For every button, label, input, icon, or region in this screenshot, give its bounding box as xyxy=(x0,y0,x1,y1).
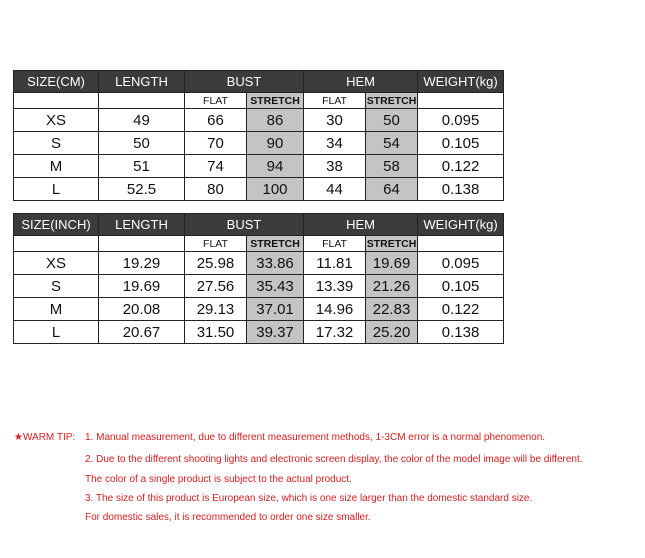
size-table-cm xyxy=(13,70,504,201)
cell-length: 20.08 xyxy=(99,298,185,321)
cell-weight: 0.105 xyxy=(418,275,504,298)
cell-hem-flat: 17.32 xyxy=(304,321,366,344)
subheader-blank xyxy=(14,93,99,109)
cell-hem-flat: 11.81 xyxy=(304,252,366,275)
cell-bust-stretch: 33.86 xyxy=(247,252,304,275)
cell-bust-stretch: 39.37 xyxy=(247,321,304,344)
warm-tip-line: 2. Due to the different shooting lights and electronic screen display, the color of the model image will be different. xyxy=(85,454,583,465)
subheader-bust-flat: FLAT xyxy=(185,236,247,252)
cell-hem-stretch: 25.20 xyxy=(366,321,418,344)
cell-length: 19.69 xyxy=(99,275,185,298)
subheader-bust-stretch: STRETCH xyxy=(247,93,304,109)
cell-bust-flat: 31.50 xyxy=(185,321,247,344)
cell-bust-flat: 74 xyxy=(185,155,247,178)
cell-hem-stretch: 50 xyxy=(366,109,418,132)
cell-length: 52.5 xyxy=(99,178,185,201)
table-row xyxy=(14,298,504,321)
header-bust: BUST xyxy=(185,71,304,93)
subheader-blank xyxy=(99,93,185,109)
cell-length: 49 xyxy=(99,109,185,132)
table-header-row xyxy=(14,71,504,93)
subheader-hem-stretch: STRETCH xyxy=(366,237,417,250)
cell-size: S xyxy=(14,275,99,298)
cell-length: 51 xyxy=(99,155,185,178)
cell-bust-flat: 25.98 xyxy=(185,252,247,275)
subheader-hem-flat: FLAT xyxy=(304,236,366,252)
header-weight: WEIGHT(kg) xyxy=(418,214,504,236)
cell-bust-flat: 70 xyxy=(185,132,247,155)
cell-size: L xyxy=(14,178,99,201)
table-row xyxy=(14,155,504,178)
cell-size: XS xyxy=(14,252,99,275)
cell-weight: 0.138 xyxy=(418,321,504,344)
table-subheader-row xyxy=(14,236,504,252)
table-row xyxy=(14,252,504,275)
cell-size: XS xyxy=(14,109,99,132)
table-row xyxy=(14,321,504,344)
warm-tip-line: For domestic sales, it is recommended to order one size smaller. xyxy=(85,512,371,523)
table-subheader-row xyxy=(14,93,504,109)
cell-size: L xyxy=(14,321,99,344)
header-size: SIZE(INCH) xyxy=(14,214,99,236)
cell-size: S xyxy=(14,132,99,155)
subheader-blank xyxy=(418,236,504,252)
cell-hem-flat: 13.39 xyxy=(304,275,366,298)
header-length: LENGTH xyxy=(99,71,185,93)
cell-hem-stretch: 21.26 xyxy=(366,275,418,298)
cell-hem-flat: 14.96 xyxy=(304,298,366,321)
cell-hem-flat: 34 xyxy=(304,132,366,155)
cell-hem-flat: 38 xyxy=(304,155,366,178)
cell-bust-stretch: 90 xyxy=(247,132,304,155)
cell-bust-flat: 29.13 xyxy=(185,298,247,321)
cell-weight: 0.138 xyxy=(418,178,504,201)
subheader-hem-stretch: STRETCH xyxy=(366,94,417,107)
cell-bust-flat: 27.56 xyxy=(185,275,247,298)
cell-hem-stretch: 22.83 xyxy=(366,298,418,321)
cell-hem-stretch: 64 xyxy=(366,178,418,201)
warm-tip-line: 1. Manual measurement, due to different measurement methods, 1-3CM error is a normal phenomenon. xyxy=(85,432,546,443)
cell-length: 20.67 xyxy=(99,321,185,344)
subheader-bust-stretch: STRETCH xyxy=(247,236,304,252)
cell-size: M xyxy=(14,155,99,178)
cell-bust-stretch: 37.01 xyxy=(247,298,304,321)
cell-weight: 0.122 xyxy=(418,155,504,178)
cell-hem-stretch: 58 xyxy=(366,155,418,178)
table-row xyxy=(14,109,504,132)
cell-bust-flat: 66 xyxy=(185,109,247,132)
subheader-blank xyxy=(99,236,185,252)
table-row xyxy=(14,275,504,298)
size-table-inch xyxy=(13,213,504,344)
cell-weight: 0.122 xyxy=(418,298,504,321)
cell-weight: 0.095 xyxy=(418,109,504,132)
cell-hem-flat: 30 xyxy=(304,109,366,132)
cell-length: 19.29 xyxy=(99,252,185,275)
cell-bust-flat: 80 xyxy=(185,178,247,201)
cell-hem-flat: 44 xyxy=(304,178,366,201)
cell-bust-stretch: 100 xyxy=(247,178,304,201)
header-length: LENGTH xyxy=(99,214,185,236)
subheader-bust-flat: FLAT xyxy=(185,93,247,109)
table-row xyxy=(14,132,504,155)
cell-hem-stretch: 54 xyxy=(366,132,418,155)
subheader-hem-flat: FLAT xyxy=(304,93,366,109)
table-header-row xyxy=(14,214,504,236)
header-hem: HEM xyxy=(304,71,418,93)
warm-tip-line: The color of a single product is subject to the actual product. xyxy=(85,474,352,485)
warm-tip-line: 3. The size of this product is European size, which is one size larger than the domestic standard size. xyxy=(85,493,533,504)
header-hem: HEM xyxy=(304,214,418,236)
warm-tip-label: ★WARM TIP: xyxy=(14,432,76,443)
cell-bust-stretch: 94 xyxy=(247,155,304,178)
subheader-blank xyxy=(418,93,504,109)
header-size: SIZE(CM) xyxy=(14,71,99,93)
cell-weight: 0.105 xyxy=(418,132,504,155)
subheader-blank xyxy=(14,236,99,252)
cell-length: 50 xyxy=(99,132,185,155)
cell-weight: 0.095 xyxy=(418,252,504,275)
cell-hem-stretch: 19.69 xyxy=(366,252,418,275)
header-weight: WEIGHT(kg) xyxy=(418,71,504,93)
cell-bust-stretch: 35.43 xyxy=(247,275,304,298)
header-bust: BUST xyxy=(185,214,304,236)
cell-size: M xyxy=(14,298,99,321)
table-row xyxy=(14,178,504,201)
cell-bust-stretch: 86 xyxy=(247,109,304,132)
